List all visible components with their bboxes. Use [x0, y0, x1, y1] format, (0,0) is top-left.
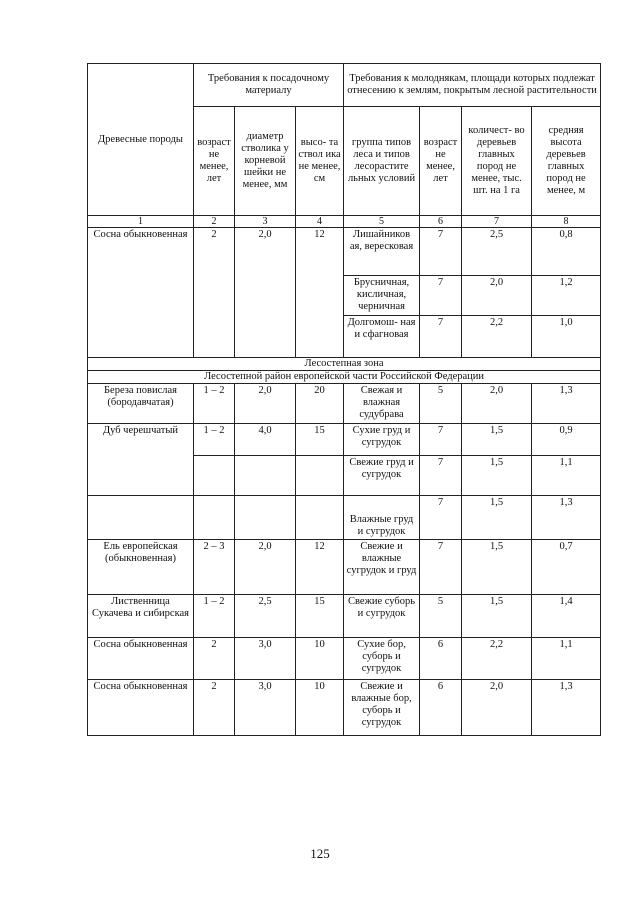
page-number: 125 [310, 846, 330, 861]
header-young-age: возраст не менее, лет [420, 107, 462, 216]
empty-cell [194, 456, 235, 496]
table-row [88, 595, 601, 638]
column-number-row [88, 216, 601, 228]
height-cell: 10 [296, 680, 344, 736]
forest-type-cell: Влажные груд и сугрудок [344, 496, 420, 540]
avg-height-cell: 0,7 [532, 540, 601, 595]
forest-type-cell: Долгомош- ная и сфагновая [344, 316, 420, 358]
zone-title: Лесостепная зона [88, 358, 601, 371]
region-row [88, 371, 601, 384]
age-cell: 1 – 2 [194, 384, 235, 424]
empty-cell [235, 456, 296, 496]
column-number: 8 [532, 216, 601, 228]
column-number: 7 [462, 216, 532, 228]
species-cell: Сосна обыкновенная [88, 638, 194, 680]
table-row [88, 456, 601, 496]
diameter-cell: 4,0 [235, 424, 296, 456]
age-cell: 2 – 3 [194, 540, 235, 595]
young-age-cell: 6 [420, 680, 462, 736]
table-row [88, 496, 601, 540]
header-height: высо- та ствол ика не менее, см [296, 107, 344, 216]
header-planting-material: Требования к посадочному материалу [194, 64, 344, 107]
table-row [88, 680, 601, 736]
diameter-cell: 2,0 [235, 384, 296, 424]
empty-cell [235, 496, 296, 540]
avg-height-cell: 1,1 [532, 456, 601, 496]
table-row [88, 384, 601, 424]
young-age-cell: 5 [420, 595, 462, 638]
age-cell: 2 [194, 638, 235, 680]
diameter-cell: 3,0 [235, 638, 296, 680]
avg-height-cell: 1,4 [532, 595, 601, 638]
column-number: 5 [344, 216, 420, 228]
avg-height-cell: 0,8 [532, 228, 601, 276]
species-cell: Береза повислая (бородавчатая) [88, 384, 194, 424]
diameter-cell: 2,0 [235, 540, 296, 595]
count-cell: 1,5 [462, 540, 532, 595]
age-cell: 2 [194, 228, 235, 358]
count-cell: 1,5 [462, 595, 532, 638]
empty-cell [296, 456, 344, 496]
height-cell: 12 [296, 540, 344, 595]
header-forest-type: группа типов леса и типов лесорастите льных условий [344, 107, 420, 216]
diameter-cell: 2,5 [235, 595, 296, 638]
count-cell: 1,5 [462, 496, 532, 540]
age-cell: 2 [194, 680, 235, 736]
empty-cell [296, 496, 344, 540]
young-age-cell: 7 [420, 540, 462, 595]
species-cell: Ель европейская (обыкновенная) [88, 540, 194, 595]
young-age-cell: 7 [420, 228, 462, 276]
avg-height-cell: 1,2 [532, 276, 601, 316]
avg-height-cell: 1,3 [532, 384, 601, 424]
column-number: 2 [194, 216, 235, 228]
young-age-cell: 7 [420, 276, 462, 316]
column-number: 4 [296, 216, 344, 228]
species-cell: Сосна обыкновенная [88, 680, 194, 736]
empty-cell [194, 496, 235, 540]
header-age: возраст не менее, лет [194, 107, 235, 216]
height-cell: 10 [296, 638, 344, 680]
age-cell: 1 – 2 [194, 595, 235, 638]
forest-type-cell: Брусничная, кисличная, черничная [344, 276, 420, 316]
count-cell: 1,5 [462, 456, 532, 496]
forest-type-cell: Лишайников ая, вересковая [344, 228, 420, 276]
count-cell: 2,0 [462, 276, 532, 316]
header-row-1 [88, 64, 601, 107]
forest-type-cell: Свежие и влажные сугрудок и груд [344, 540, 420, 595]
header-species: Древесные породы [88, 64, 194, 216]
diameter-cell: 3,0 [235, 680, 296, 736]
count-cell: 2,5 [462, 228, 532, 276]
height-cell: 15 [296, 424, 344, 456]
count-cell: 2,0 [462, 680, 532, 736]
avg-height-cell: 1,1 [532, 638, 601, 680]
young-age-cell: 6 [420, 638, 462, 680]
height-cell: 15 [296, 595, 344, 638]
zone-row [88, 358, 601, 371]
young-age-cell: 7 [420, 316, 462, 358]
young-age-cell: 7 [420, 456, 462, 496]
table-row [88, 638, 601, 680]
header-diameter: диаметр стволика у корневой шейки не менее, мм [235, 107, 296, 216]
requirements-table [87, 63, 601, 736]
column-number: 3 [235, 216, 296, 228]
forest-type-cell: Сухие груд и сугрудок [344, 424, 420, 456]
forest-type-cell: Свежая и влажная судубрава [344, 384, 420, 424]
count-cell: 2,2 [462, 316, 532, 358]
count-cell: 2,0 [462, 384, 532, 424]
column-number: 6 [420, 216, 462, 228]
young-age-cell: 7 [420, 424, 462, 456]
empty-cell [88, 456, 194, 496]
column-number: 1 [88, 216, 194, 228]
species-cell: Сосна обыкновенная [88, 228, 194, 358]
header-young-stands: Требования к молоднякам, площади которых подлежат отнесению к землям, покрытым лесной растительности [344, 64, 601, 107]
forest-type-cell: Свежие суборь и сугрудок [344, 595, 420, 638]
header-count: количест- во деревьев главных пород не менее, тыс. шт. на 1 га [462, 107, 532, 216]
header-avg-height: средняя высота деревьев главных пород не менее, м [532, 107, 601, 216]
table-row [88, 540, 601, 595]
species-cell: Дуб черешчатый [88, 424, 194, 456]
forest-type-cell: Свежие груд и сугрудок [344, 456, 420, 496]
avg-height-cell: 1,3 [532, 496, 601, 540]
young-age-cell: 5 [420, 384, 462, 424]
species-cell: Лиственница Сукачева и сибирская [88, 595, 194, 638]
young-age-cell: 7 [420, 496, 462, 540]
height-cell: 12 [296, 228, 344, 358]
count-cell: 2,2 [462, 638, 532, 680]
forest-type-cell: Свежие и влажные бор, суборь и сугрудок [344, 680, 420, 736]
diameter-cell: 2,0 [235, 228, 296, 358]
avg-height-cell: 1,3 [532, 680, 601, 736]
age-cell: 1 – 2 [194, 424, 235, 456]
forest-type-cell: Сухие бор, суборь и сугрудок [344, 638, 420, 680]
empty-cell [88, 496, 194, 540]
height-cell: 20 [296, 384, 344, 424]
table-row [88, 228, 601, 276]
region-title: Лесостепной район европейской части Российской Федерации [88, 371, 601, 384]
avg-height-cell: 0,9 [532, 424, 601, 456]
count-cell: 1,5 [462, 424, 532, 456]
table-row [88, 424, 601, 456]
avg-height-cell: 1,0 [532, 316, 601, 358]
